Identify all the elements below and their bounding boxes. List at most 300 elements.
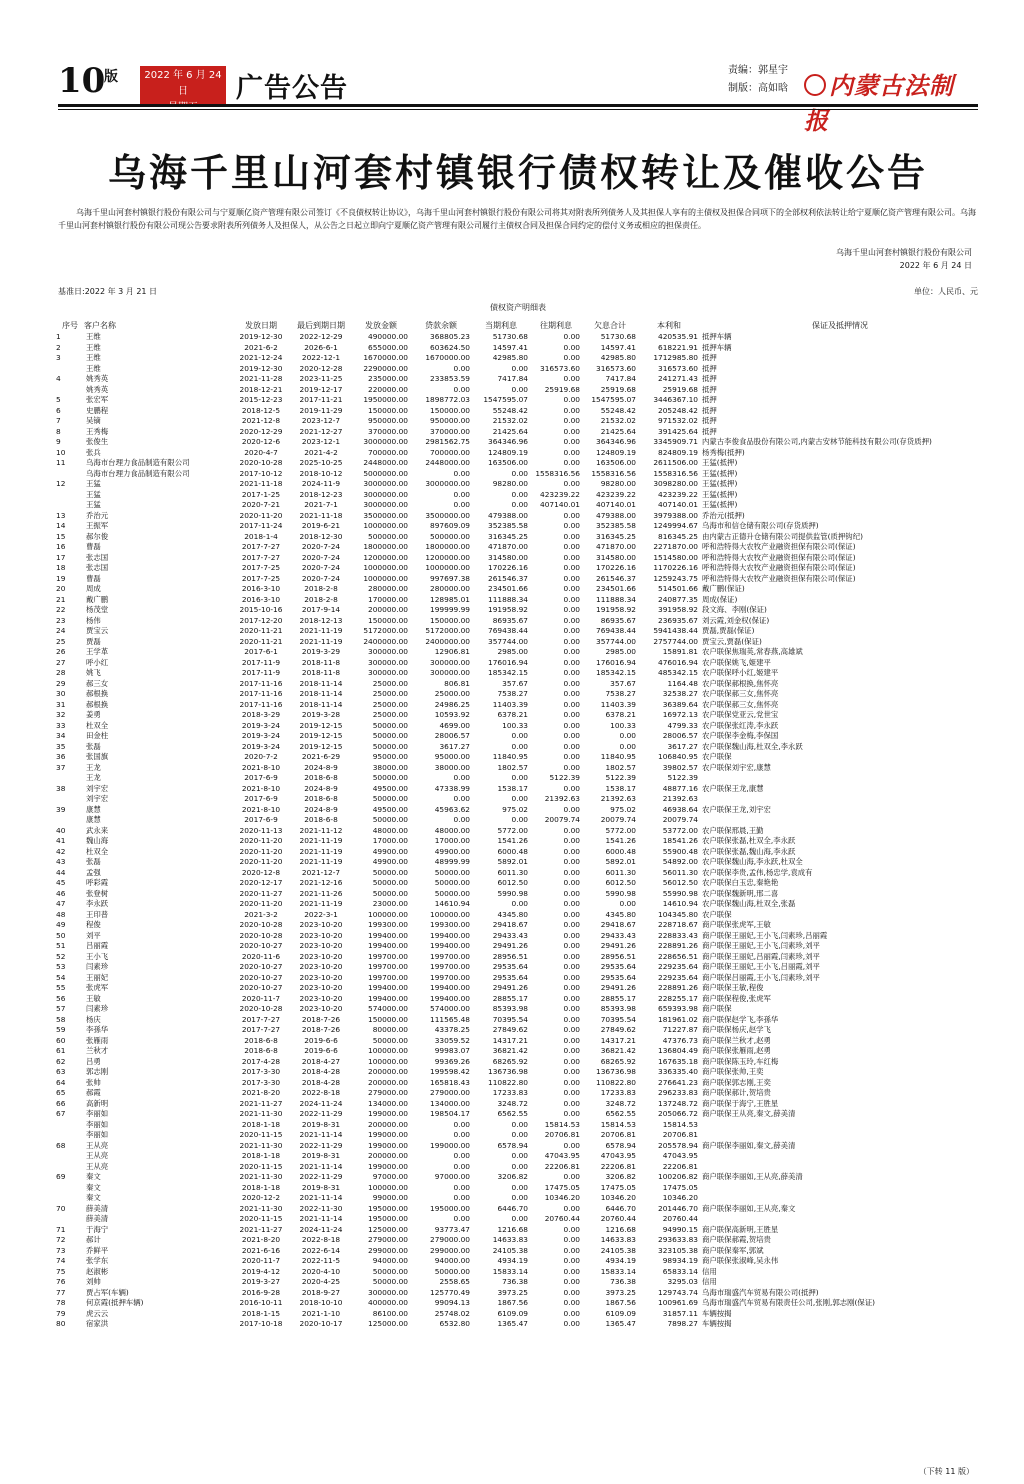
col-due-date: 2018-4-28 [301,1077,341,1087]
col-due-date: 2022-11-29 [299,1140,343,1150]
col-past-interest: 0.00 [563,804,580,814]
table-row [56,773,980,784]
col-customer: 郝计 [86,1235,101,1244]
col-amount: 1000000.00 [363,563,408,572]
col-past-interest: 0.00 [563,941,580,950]
col-customer: 王学革 [86,647,109,656]
col-index: 29 [56,678,66,688]
col-customer: 张俊生 [86,437,109,446]
col-issue-date: 2017-11-24 [239,521,283,530]
col-amount: 3000000.00 [363,437,408,446]
col-index: 43 [56,857,66,866]
col-amount: 199700.00 [368,951,408,961]
table-row [56,826,980,837]
col-index: 64 [56,1077,66,1087]
col-balance: 199700.00 [430,951,470,961]
col-interest-total: 29491.26 [600,941,636,950]
col-current-interest: 0.00 [511,773,528,782]
col-amount: 50000.00 [372,720,408,730]
col-index: 25 [56,636,66,646]
col-due-date: 2020-4-10 [301,1266,341,1276]
col-due-date: 2025-10-25 [299,458,343,467]
col-customer: 王小飞 [86,951,109,961]
col-interest-total: 28956.51 [600,951,636,961]
col-due-date: 2021-11-26 [299,888,343,898]
col-due-date: 2021-4-2 [304,447,338,457]
col-guarantee: 商户联保王丽妃,王小飞,吕丽霞,刘平 [702,962,820,971]
col-customer: 秦文 [86,1172,101,1181]
col-current-interest: 68265.92 [492,1056,528,1066]
col-interest-total: 6578.94 [605,1140,636,1150]
col-current-interest: 357.67 [502,678,528,688]
col-customer: 秦文 [86,1193,101,1202]
col-customer: 王维 [86,353,101,362]
col-issue-date: 2017-7-27 [241,552,281,562]
col-balance: 3617.27 [439,741,470,751]
col-amount: 150000.00 [368,1014,408,1024]
col-due-date: 2023-10-20 [299,983,343,992]
col-total: 293633.83 [658,1235,698,1244]
col-guarantee: 农户联保王龙,刘宇宏 [702,804,771,814]
col-balance: 199400.00 [430,941,470,950]
table-row [56,1267,980,1278]
col-balance: 128985.01 [430,594,470,604]
col-past-interest: 0.00 [563,1308,580,1318]
col-issue-date: 2021-6-16 [241,1245,281,1255]
col-past-interest: 0.00 [563,416,580,425]
col-current-interest: 769438.44 [488,626,528,635]
col-current-interest: 11840.95 [492,752,528,761]
col-issue-date: 2017-7-27 [241,1025,281,1034]
col-past-interest: 20760.44 [544,1214,580,1223]
col-amount: 300000.00 [368,1287,408,1297]
col-amount: 38000.00 [372,762,408,772]
col-due-date: 2022-3-1 [304,909,338,919]
col-amount: 199000.00 [368,1140,408,1150]
col-index: 39 [56,804,66,814]
col-balance: 48999.99 [434,857,470,866]
col-current-interest: 176016.94 [488,657,528,667]
col-guarantee: 农户联保焦瑞英,常春燕,高雄斌 [702,647,803,656]
col-index: 41 [56,836,66,845]
col-amount: 49900.00 [372,857,408,866]
col-customer: 王维 [86,342,101,352]
table-row [56,1046,980,1057]
col-past-interest: 0.00 [563,1256,580,1265]
col-amount: 655000.00 [368,342,408,352]
col-amount: 100000.00 [368,1046,408,1055]
col-amount: 125000.00 [368,1224,408,1234]
col-past-interest: 0.00 [563,510,580,520]
col-interest-total: 261546.37 [596,573,636,583]
col-past-interest: 0.00 [563,1098,580,1108]
col-due-date: 2023-12-7 [301,416,341,425]
col-current-interest: 29535.64 [492,972,528,982]
col-index: 3 [56,353,61,362]
col-balance: 950000.00 [430,416,470,425]
col-past-interest: 0.00 [563,846,580,856]
col-interest-total: 185342.15 [596,668,636,677]
col-interest-total: 100.33 [610,720,636,730]
date-box [140,66,226,113]
col-guarantee: 农户联保张红涛,李永跃 [702,720,779,730]
col-amount: 100000.00 [368,1056,408,1066]
table-row [56,637,980,648]
col-due-date: 2018-7-26 [301,1025,341,1034]
col-due-date: 2018-10-12 [299,468,343,478]
col-due-date: 2019-11-29 [299,405,343,415]
table-row [56,416,980,427]
col-current-interest: 28855.17 [492,993,528,1003]
table-row [56,553,980,564]
col-due-date: 2018-7-26 [301,1014,341,1024]
col-balance: 1000000.00 [425,563,470,572]
col-amount: 300000.00 [368,657,408,667]
col-balance: 0.00 [453,489,470,499]
col-customer: 乔鲜平 [86,1245,109,1255]
col-customer: 乌海市台理力食品制造有限公司 [86,458,190,467]
col-issue-date: 2020-11-20 [239,857,283,866]
col-customer: 王振军 [86,521,109,530]
col-index: 10 [56,447,66,457]
debt-table [56,318,980,1330]
col-due-date: 2018-10-10 [299,1298,343,1307]
col-index: 38 [56,783,66,793]
col-amount: 25000.00 [372,710,408,719]
col-balance: 2981562.75 [425,437,470,446]
col-index: 16 [56,542,66,551]
col-index: 52 [56,951,66,961]
col-current-interest: 6109.09 [497,1308,528,1318]
col-guarantee: 商户联保兰秋才,赵勇 [702,1035,771,1045]
newspaper-name: 内蒙古法制报 [804,71,954,135]
col-past-interest: 0.00 [563,374,580,383]
col-total: 205578.94 [658,1140,698,1150]
col-past-interest: 0.00 [563,1266,580,1276]
col-interest-total: 55248.42 [600,405,636,415]
col-amount: 48000.00 [372,825,408,835]
col-balance: 0.00 [453,1193,470,1202]
col-balance: 150000.00 [430,615,470,625]
table-row [56,763,980,774]
table-row [56,1309,980,1320]
col-interest-total: 191958.92 [596,605,636,614]
col-due-date: 2023-10-20 [299,930,343,940]
table-row [56,889,980,900]
col-customer: 姚飞 [86,668,101,677]
col-interest-total: 3248.72 [605,1098,636,1108]
col-issue-date: 2019-12-30 [239,332,283,341]
table-row [56,1204,980,1215]
col-past-interest: 0.00 [563,878,580,887]
col-total: 15814.53 [662,1119,698,1129]
table-row [56,710,980,721]
col-interest-total: 6109.09 [605,1308,636,1318]
col-current-interest: 21532.02 [492,416,528,425]
col-total: 137248.72 [658,1098,698,1108]
col-guarantee: 周成(保证) [702,594,738,604]
table-row [56,458,980,469]
col-current-interest: 42985.80 [492,353,528,362]
col-amount: 17000.00 [372,836,408,845]
col-past-interest: 0.00 [563,1004,580,1013]
col-index: 51 [56,941,66,950]
col-amount: 199000.00 [368,1161,408,1171]
col-index: 61 [56,1046,66,1055]
table-row [56,836,980,847]
col-issue-date: 2017-3-30 [241,1067,281,1076]
col-past-interest: 0.00 [563,542,580,551]
col-due-date: 2018-11-8 [301,668,341,677]
col-current-interest: 136736.98 [488,1067,528,1076]
col-guarantee: 商户联保高新明,王胜星 [702,1224,779,1234]
col-balance: 48000.00 [434,825,470,835]
col-balance: 370000.00 [430,426,470,436]
col-amount: 50000.00 [372,794,408,803]
col-issue-date: 2021-8-20 [241,1088,281,1097]
col-due-date: 2022-8-18 [301,1235,341,1244]
col-index: 71 [56,1224,66,1234]
col-past-interest: 0.00 [563,699,580,709]
col-current-interest: 6446.70 [497,1203,528,1213]
col-customer: 王敏 [86,993,101,1003]
col-due-date: 2023-10-20 [299,951,343,961]
col-customer: 吕勇 [86,1056,101,1066]
col-current-interest: 0.00 [511,1161,528,1171]
col-total: 1259243.75 [653,573,698,583]
col-balance: 50000.00 [434,1266,470,1276]
col-index: 27 [56,657,66,667]
col-guarantee: 贾磊,贾磊(保证) [702,626,755,635]
col-index [56,469,84,480]
col-interest-total: 7538.27 [605,689,636,698]
col-due-date: 2019-8-31 [301,1119,341,1129]
table-meta [58,286,978,298]
col-guarantee: 由内蒙古正德升仓储有限公司提供监管(质押钩纪) [702,531,863,541]
col-past-interest: 0.00 [563,752,580,761]
col-current-interest: 6578.94 [497,1140,528,1150]
col-issue-date: 2020-4-7 [244,447,278,457]
col-interest-total: 36821.42 [600,1046,636,1055]
col-due-date: 2022-11-29 [299,1109,343,1118]
col-interest-total: 1547595.07 [591,395,636,404]
col-interest-total: 25919.68 [600,384,636,394]
col-guarantee: 抵押 [702,374,717,383]
col-balance: 700000.00 [430,447,470,457]
col-due-date: 2018-12-13 [299,615,343,625]
table-row [56,374,980,385]
col-customer: 王猛 [86,500,101,509]
table-row [56,658,980,669]
col-guarantee: 农户联保姚飞,姬建平 [702,657,771,667]
col-balance: 111565.48 [430,1014,470,1024]
col-amount: 199700.00 [368,962,408,971]
col-index: 76 [56,1277,66,1286]
col-interest-total: 27849.62 [600,1025,636,1034]
col-total: 47376.73 [662,1035,698,1045]
col-issue-date: 2020-10-28 [239,920,283,929]
col-current-interest: 0.00 [511,363,528,373]
table-row [56,364,980,375]
col-balance: 603624.50 [430,342,470,352]
col-balance: 368805.23 [430,332,470,341]
col-interest-total: 20079.74 [600,815,636,824]
col-index: 5 [56,395,61,404]
col-total: 407140.01 [658,500,698,509]
col-customer: 秦文 [86,1182,101,1192]
col-due-date: 2023-11-25 [299,374,343,383]
col-balance: 2558.65 [439,1277,470,1286]
col-issue-date: 2018-12-21 [239,384,283,394]
col-amount: 279000.00 [368,1088,408,1097]
col-interest-total: 0.00 [619,899,636,908]
col-due-date: 2023-10-20 [299,1004,343,1013]
col-current-interest: 7417.84 [497,374,528,383]
col-current-interest: 6562.55 [497,1109,528,1118]
table-row [56,1151,980,1162]
table-row [56,941,980,952]
col-interest-total: 21425.64 [600,426,636,436]
col-interest-total: 42985.80 [600,353,636,362]
col-index: 33 [56,720,66,730]
col-balance: 100000.00 [430,909,470,919]
col-index: 65 [56,1088,66,1097]
col-issue-date: 2018-1-18 [241,1182,281,1192]
col-issue-date: 2021-11-30 [239,1140,283,1150]
col-past-interest: 0.00 [563,426,580,436]
col-guarantee [700,815,980,826]
col-past-interest: 0.00 [563,1077,580,1087]
col-balance: 165818.43 [430,1077,470,1087]
col-interest-total: 769438.44 [596,626,636,635]
col-due-date: 2019-12-15 [299,720,343,730]
col-issue-date: 2020-7-21 [241,500,281,509]
col-past-interest: 0.00 [563,1035,580,1045]
col-current-interest: 5772.00 [497,825,528,835]
col-index: 53 [56,962,66,971]
col-past-interest-header: 往期利息 [540,320,572,330]
col-current-interest: 4345.80 [497,909,528,919]
col-total: 47043.95 [662,1151,698,1160]
col-current-interest: 0.00 [511,1119,528,1129]
col-index: 18 [56,563,66,572]
col-customer: 杨伟 [86,615,101,625]
col-interest-total: 357.67 [610,678,636,688]
col-current-interest: 11403.39 [492,699,528,709]
col-total: 129743.74 [658,1287,698,1297]
col-current-interest: 357744.00 [488,636,528,646]
col-interest-total: 17233.83 [600,1088,636,1097]
col-guarantee: 信用 [702,1277,717,1286]
col-past-interest: 0.00 [563,1235,580,1244]
col-past-interest: 316573.60 [540,363,580,373]
col-customer: 杜双全 [86,720,109,730]
col-total: 39802.57 [662,762,698,772]
col-index: 14 [56,521,66,530]
col-due-date: 2022-6-14 [301,1245,341,1255]
table-row [56,1277,980,1288]
table-row [56,1099,980,1110]
col-due-date: 2019-3-29 [301,647,341,656]
col-amount: 3000000.00 [363,500,408,509]
col-past-interest: 0.00 [563,962,580,971]
col-balance: 3000000.00 [425,479,470,488]
col-guarantee: 农户联保张磊,魏山海,李永跃 [702,846,796,856]
col-issue-date: 2019-3-24 [241,731,281,740]
col-customer: 李永跃 [86,899,109,908]
col-guarantee: 车辆按揭 [702,1308,732,1318]
col-past-interest: 0.00 [563,1277,580,1286]
table-row [56,920,980,931]
col-total: 3345909.71 [653,437,698,446]
col-issue-date: 2020-10-28 [239,930,283,940]
col-issue-date: 2017-11-9 [241,668,281,677]
col-index: 24 [56,626,66,635]
col-balance: 17000.00 [434,836,470,845]
col-due-date: 2018-6-8 [304,773,338,782]
col-guarantee: 农户联保魏山海,杜双全,张磊 [702,899,796,908]
col-amount: 200000.00 [368,1151,408,1160]
col-past-interest: 0.00 [563,689,580,698]
col-index-header: 序号 [62,320,78,330]
col-amount: 199400.00 [368,993,408,1003]
col-amount: 49900.00 [372,846,408,856]
col-index: 7 [56,416,61,425]
col-index: 44 [56,867,66,877]
col-interest-total: 407140.01 [596,500,636,509]
col-issue-date: 2020-12-17 [239,878,283,887]
col-past-interest: 0.00 [563,972,580,982]
col-due-date: 2019-8-31 [301,1182,341,1192]
col-interest-total: 15833.14 [600,1266,636,1276]
col-amount: 2400000.00 [363,636,408,646]
col-guarantee: 商户联保李丽如,王从亮,薛美清 [702,1172,803,1181]
col-due-date: 2021-12-16 [299,878,343,887]
col-interest-total: 6446.70 [605,1203,636,1213]
col-balance: 0.00 [453,1161,470,1171]
col-issue-date: 2021-11-28 [239,374,283,383]
col-customer: 乌海市台理力食品制造有限公司 [86,468,190,478]
col-current-interest: 7538.27 [497,689,528,698]
col-interest-total: 15814.53 [600,1119,636,1129]
col-customer: 薛美清 [86,1214,109,1223]
col-past-interest: 0.00 [563,1224,580,1234]
col-current-interest: 479388.00 [488,510,528,520]
col-total: 46938.64 [662,804,698,814]
col-issue-date: 2018-12-5 [241,405,281,415]
col-index [56,1162,84,1173]
col-balance: 12906.81 [434,647,470,656]
table-row [56,1225,980,1236]
col-guarantee: 农户联保 [702,752,732,761]
col-past-interest: 0.00 [563,1298,580,1307]
col-total: 824809.19 [658,447,698,457]
col-amount: 50000.00 [372,1266,408,1276]
col-index: 69 [56,1172,66,1181]
col-balance: 97000.00 [434,1172,470,1181]
table-row [56,521,980,532]
col-guarantee: 抵押 [702,353,717,362]
col-index: 37 [56,762,66,772]
col-customer: 曹磊 [86,542,101,551]
col-guarantee: 商户联保张雁雨,赵勇 [702,1046,771,1055]
col-due-date: 2020-7-24 [301,542,341,551]
newspaper-logo [804,66,978,136]
col-guarantee: 农户联保邢晨,王勤 [702,825,764,835]
table-row [56,500,980,511]
col-amount: 170000.00 [368,594,408,604]
col-balance: 24986.25 [434,699,470,709]
